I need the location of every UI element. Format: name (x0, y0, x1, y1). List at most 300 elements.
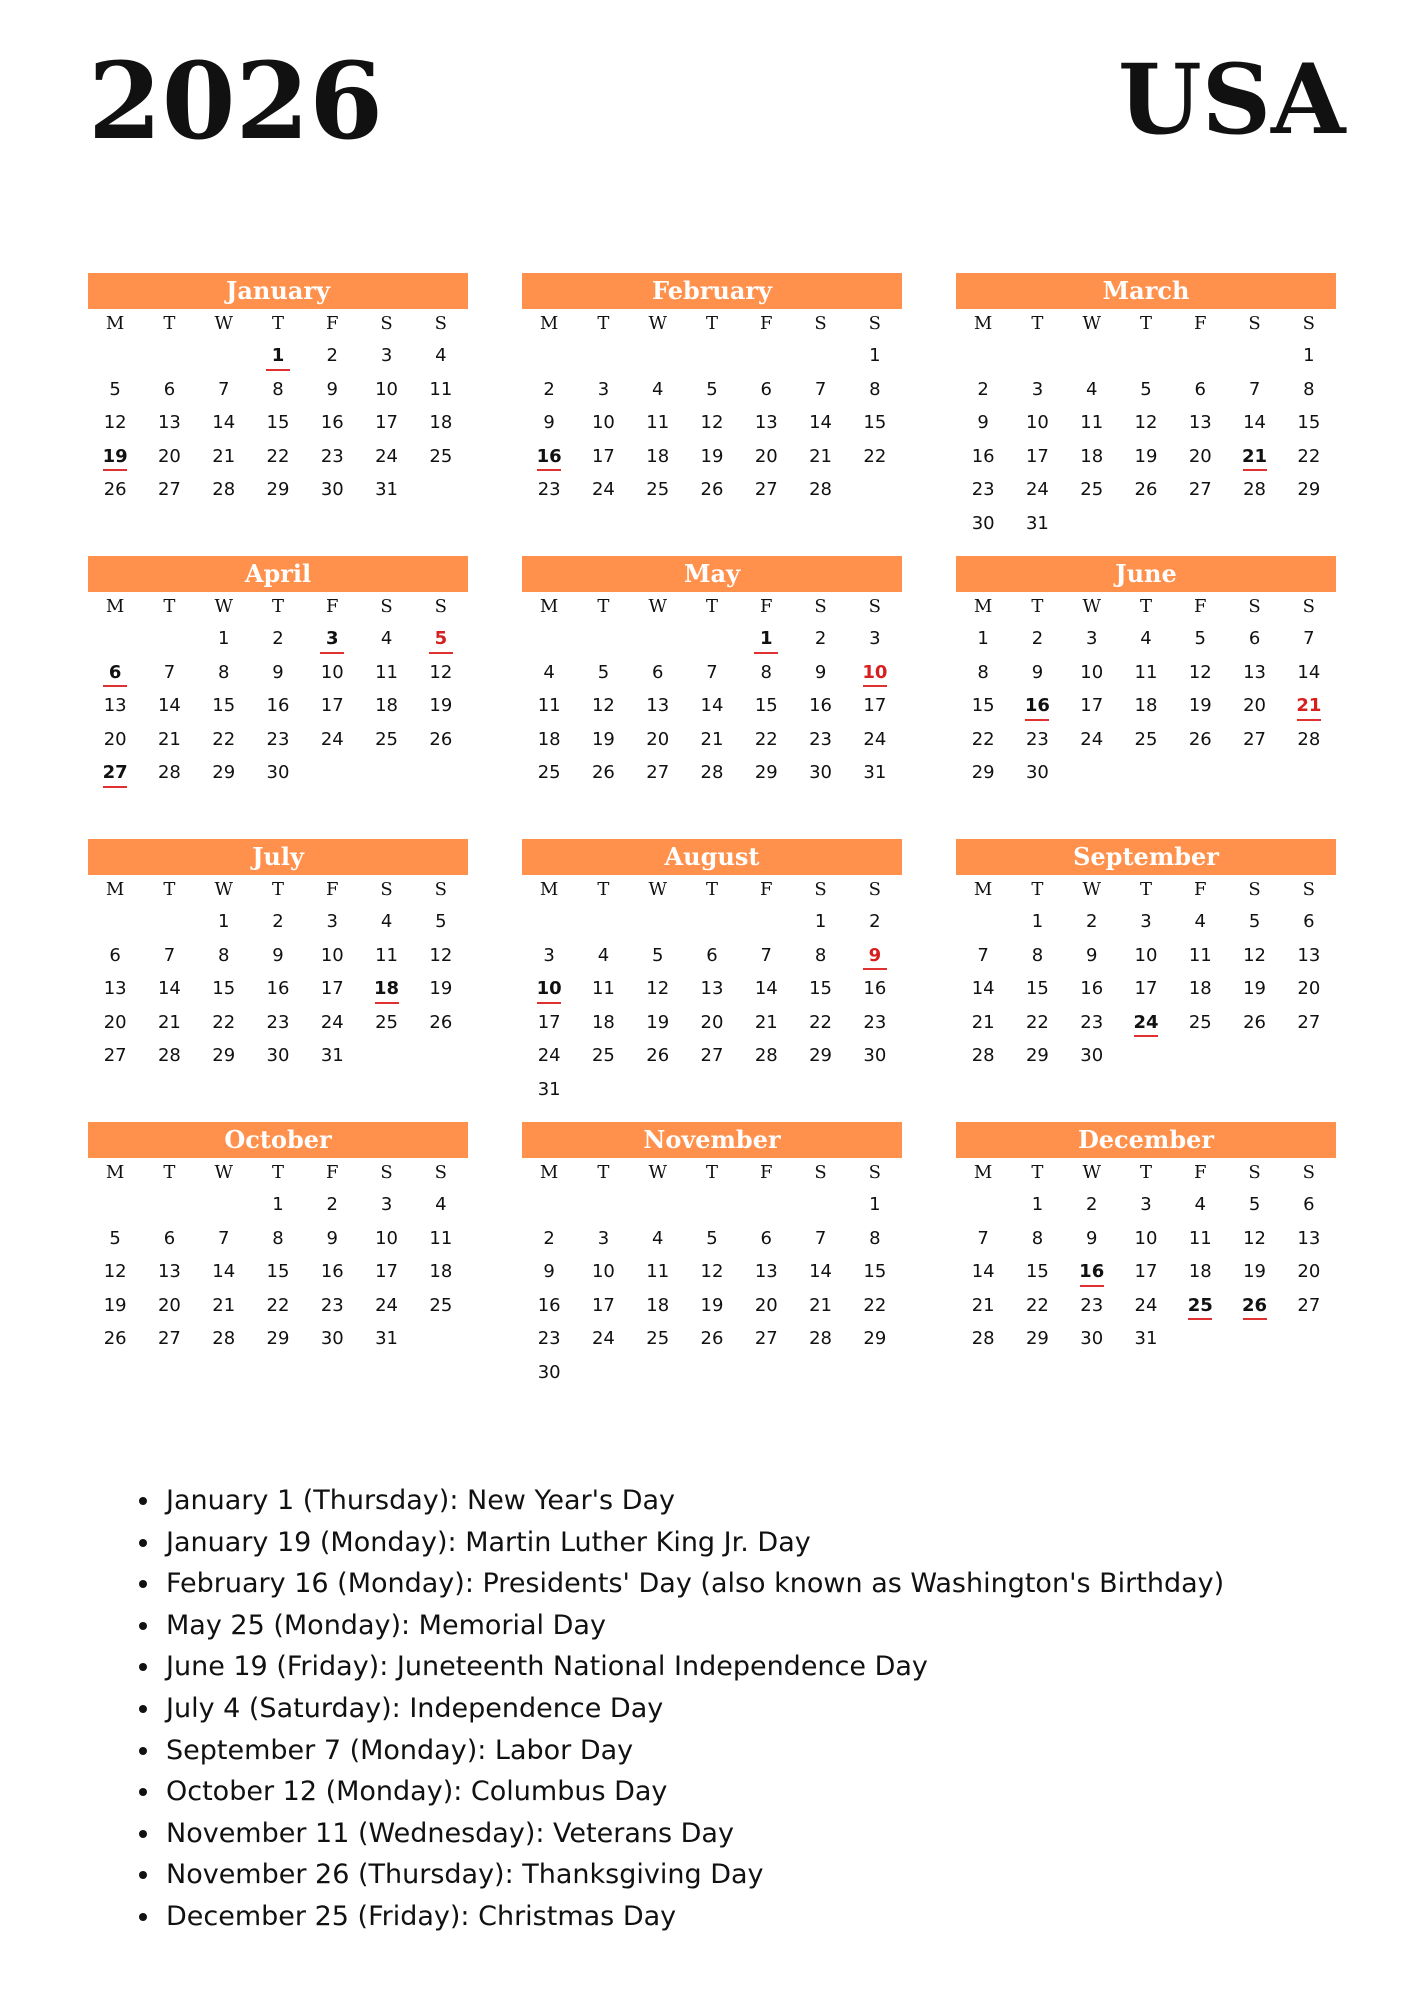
day-cell: 25 (1188, 1011, 1212, 1033)
day-cell: 13 (754, 1261, 778, 1282)
day-cell: 6 (163, 1227, 176, 1249)
day-cell: 9 (977, 412, 989, 433)
day-cell: 9 (326, 1227, 338, 1249)
day-cell: 4 (1194, 911, 1206, 932)
day-cell: 10 (375, 378, 399, 400)
day-cell: 5 (706, 1227, 718, 1249)
day-cell: 21 (809, 445, 833, 467)
day-cell: 7 (217, 378, 230, 400)
week-row (956, 1255, 1336, 1289)
weekday-label: S (1248, 596, 1261, 617)
weekday-label: F (1194, 879, 1207, 900)
week-row (88, 905, 468, 939)
day-cell: 19 (700, 445, 724, 467)
day-cell: 8 (272, 378, 284, 400)
empty-day-cell (739, 339, 793, 373)
empty-day-cell (522, 339, 576, 373)
day-cell: 5 (651, 944, 664, 966)
day-cell: 23 (971, 479, 995, 500)
weekday-label: S (1248, 1162, 1261, 1183)
day-cell: 1 (814, 911, 827, 932)
day-cell: 1 (869, 1194, 881, 1215)
day-cell: 10 (848, 656, 902, 690)
day-cell: 10 (375, 1227, 399, 1249)
day-cell: 2 (814, 628, 827, 649)
day-cell: 25 (591, 1045, 615, 1066)
day-cell: 24 (375, 445, 399, 467)
week-row (956, 905, 1336, 939)
day-cell: 14 (212, 1261, 236, 1282)
weekday-label: T (705, 1162, 718, 1183)
weekday-label: M (539, 596, 559, 617)
weekday-label: T (1139, 1162, 1152, 1183)
week-row (522, 723, 902, 757)
day-cell: 18 (375, 695, 399, 716)
month-header: September (956, 839, 1336, 875)
day-cell: 3 (326, 911, 338, 932)
weekday-label: W (648, 596, 667, 617)
weekday-label: W (214, 1162, 233, 1183)
day-cell: 19 (591, 728, 615, 750)
day-cell: 29 (809, 1045, 833, 1066)
day-cell: 12 (1243, 944, 1267, 966)
months-grid (88, 273, 1336, 1405)
day-cell: 29 (971, 762, 995, 783)
day-cell: 7 (1303, 628, 1315, 649)
day-cell: 10 (1080, 661, 1104, 683)
day-cell: 14 (809, 412, 833, 433)
day-cell: 11 (1188, 944, 1212, 966)
weekday-label: T (271, 879, 284, 900)
empty-day-cell (685, 339, 739, 373)
day-cell: 7 (706, 661, 718, 683)
day-cell: 25 (1080, 479, 1104, 500)
day-cell: 27 (754, 1328, 778, 1349)
day-cell: 23 (1025, 728, 1049, 750)
weekday-label: W (1082, 1162, 1101, 1183)
week-row (88, 1006, 468, 1040)
day-cell: 2 (326, 345, 338, 366)
week-row (956, 1289, 1336, 1323)
day-cell: 11 (537, 695, 561, 716)
day-cell: 6 (88, 656, 142, 690)
day-cell: 18 (1080, 445, 1104, 467)
day-cell: 29 (212, 1045, 236, 1066)
day-cell: 29 (1297, 479, 1321, 500)
month-header: January (88, 273, 468, 309)
day-cell: 27 (157, 479, 181, 500)
week-row (522, 1006, 902, 1040)
day-cell: 10 (1025, 412, 1049, 433)
day-cell: 29 (1025, 1045, 1049, 1066)
day-cell: 4 (1194, 1194, 1206, 1215)
day-cell: 17 (320, 695, 344, 716)
day-cell: 18 (359, 972, 413, 1006)
day-cell: 22 (1297, 445, 1321, 467)
weekday-label: T (271, 596, 284, 617)
weekday-label: S (814, 596, 827, 617)
weekday-label: T (163, 596, 176, 617)
day-cell: 15 (212, 978, 236, 999)
weekday-label: S (380, 313, 393, 334)
empty-day-cell (305, 756, 359, 790)
empty-day-cell (631, 1188, 685, 1222)
day-cell: 23 (320, 1294, 344, 1316)
month-october (88, 1122, 468, 1405)
weekday-label: T (271, 313, 284, 334)
day-cell: 25 (537, 762, 561, 783)
empty-day-cell (685, 1188, 739, 1222)
day-cell: 13 (157, 1261, 181, 1282)
day-cell: 13 (1243, 661, 1267, 683)
day-cell: 27 (1188, 479, 1212, 500)
empty-day-cell (631, 339, 685, 373)
day-cell: 5 (1194, 628, 1206, 649)
day-cell: 21 (971, 1294, 995, 1316)
week-row (522, 339, 902, 373)
month-november (522, 1122, 902, 1405)
empty-day-cell (359, 756, 413, 790)
day-cell: 3 (597, 1227, 610, 1249)
empty-day-cell (685, 905, 739, 939)
day-cell: 16 (971, 445, 995, 467)
empty-day-cell (1227, 1322, 1281, 1356)
day-cell: 25 (375, 1011, 399, 1033)
empty-day-cell (576, 339, 630, 373)
day-cell: 22 (1025, 1294, 1049, 1316)
day-cell: 12 (429, 944, 453, 966)
day-cell: 17 (591, 1294, 615, 1316)
day-cell: 5 (435, 911, 447, 932)
week-row (522, 689, 902, 723)
day-cell: 24 (1134, 1294, 1158, 1316)
day-cell: 19 (1188, 695, 1212, 716)
weekday-label: M (973, 1162, 993, 1183)
week-row (522, 1322, 902, 1356)
day-cell: 3 (1031, 378, 1044, 400)
day-cell: 20 (157, 445, 181, 467)
holiday-list-item: • December 25 (Friday): Christmas Day (162, 1896, 1224, 1938)
day-cell: 18 (429, 1261, 453, 1282)
weekday-label: S (1302, 879, 1316, 900)
weekday-label: T (163, 1162, 176, 1183)
day-cell: 6 (163, 378, 176, 400)
day-cell: 14 (971, 978, 995, 999)
day-cell: 8 (869, 378, 881, 400)
day-cell: 26 (1134, 479, 1158, 500)
weekday-label: T (705, 596, 718, 617)
day-cell: 7 (814, 1227, 827, 1249)
day-cell: 24 (320, 1011, 344, 1033)
empty-day-cell (1065, 339, 1119, 373)
day-cell: 10 (591, 412, 615, 433)
weekday-label: M (105, 879, 125, 900)
empty-day-cell (956, 1188, 1010, 1222)
day-cell: 16 (1065, 1255, 1119, 1289)
day-cell: 13 (103, 695, 127, 716)
day-cell: 9 (814, 661, 827, 683)
week-row (956, 972, 1336, 1006)
day-cell: 16 (266, 695, 290, 716)
empty-day-cell (197, 339, 251, 373)
empty-day-cell (576, 1356, 630, 1390)
weekday-row (956, 592, 1336, 622)
day-cell: 24 (863, 728, 887, 750)
day-cell: 22 (754, 728, 778, 750)
week-row (522, 905, 902, 939)
weekday-label: M (539, 879, 559, 900)
day-cell: 14 (157, 978, 181, 999)
day-cell: 11 (591, 978, 615, 999)
day-cell: 9 (1085, 1227, 1098, 1249)
weekday-label: S (1248, 879, 1261, 900)
weekday-label: F (760, 313, 773, 334)
day-cell: 25 (1173, 1289, 1227, 1323)
day-cell: 17 (537, 1011, 561, 1033)
empty-day-cell (1282, 756, 1336, 790)
day-cell: 5 (1248, 1194, 1261, 1215)
weekday-label: S (868, 313, 882, 334)
empty-day-cell (142, 1188, 196, 1222)
day-cell: 26 (1243, 1011, 1267, 1033)
week-row (88, 1255, 468, 1289)
day-cell: 8 (272, 1227, 284, 1249)
day-cell: 13 (700, 978, 724, 999)
weekday-label: F (1194, 596, 1207, 617)
day-cell: 1 (217, 911, 230, 932)
day-cell: 29 (266, 1328, 290, 1349)
empty-day-cell (1119, 507, 1173, 541)
day-cell: 8 (1031, 944, 1044, 966)
day-cell: 15 (266, 412, 290, 433)
week-row (522, 1188, 902, 1222)
day-cell: 15 (1025, 978, 1049, 999)
day-cell: 22 (212, 728, 236, 750)
day-cell: 31 (320, 1045, 344, 1066)
month-header: July (88, 839, 468, 875)
day-cell: 31 (863, 762, 887, 783)
day-cell: 22 (212, 1011, 236, 1033)
day-cell: 10 (522, 972, 576, 1006)
day-cell: 15 (266, 1261, 290, 1282)
weekday-label: F (326, 596, 339, 617)
day-cell: 15 (971, 695, 995, 716)
day-cell: 1 (1031, 1194, 1044, 1215)
weekday-label: T (271, 1162, 284, 1183)
day-cell: 24 (591, 479, 615, 500)
empty-day-cell (142, 622, 196, 656)
day-cell: 20 (1297, 978, 1321, 999)
day-cell: 1 (1303, 345, 1315, 366)
weekday-label: F (326, 879, 339, 900)
week-row (956, 473, 1336, 507)
day-cell: 30 (266, 1045, 290, 1066)
empty-day-cell (576, 622, 630, 656)
week-row (522, 406, 902, 440)
weekday-label: W (648, 1162, 667, 1183)
country-title: USA (1118, 43, 1346, 156)
day-cell: 17 (1134, 1261, 1158, 1282)
empty-day-cell (1227, 756, 1281, 790)
empty-day-cell (685, 1356, 739, 1390)
day-cell: 20 (754, 1294, 778, 1316)
week-row (956, 507, 1336, 541)
weekday-label: M (105, 596, 125, 617)
weekday-label: W (1082, 313, 1101, 334)
weekday-row (956, 875, 1336, 905)
day-cell: 9 (1031, 661, 1044, 683)
day-cell: 22 (809, 1011, 833, 1033)
week-row (88, 1188, 468, 1222)
day-cell: 27 (1243, 728, 1267, 750)
day-cell: 3 (305, 622, 359, 656)
day-cell: 19 (1243, 978, 1267, 999)
day-cell: 31 (375, 479, 399, 500)
day-cell: 3 (380, 1194, 393, 1215)
empty-day-cell (1227, 507, 1281, 541)
weekday-label: S (868, 1162, 882, 1183)
day-cell: 28 (1297, 728, 1321, 750)
day-cell: 25 (429, 1294, 453, 1316)
weekday-label: F (760, 1162, 773, 1183)
day-cell: 24 (320, 728, 344, 750)
day-cell: 6 (706, 944, 718, 966)
month-february (522, 273, 902, 556)
day-cell: 23 (537, 479, 561, 500)
day-cell: 30 (320, 1328, 344, 1349)
weekday-label: W (214, 879, 233, 900)
day-cell: 8 (1303, 378, 1315, 400)
weekday-label: T (597, 879, 610, 900)
week-row (522, 1222, 902, 1256)
week-row (522, 756, 902, 790)
day-cell: 18 (429, 412, 453, 433)
day-cell: 28 (212, 1328, 236, 1349)
weekday-label: W (648, 879, 667, 900)
weekday-row (88, 875, 468, 905)
day-cell: 31 (1025, 512, 1049, 534)
empty-day-cell (88, 1188, 142, 1222)
month-header: May (522, 556, 902, 592)
day-cell: 27 (103, 1045, 127, 1066)
day-cell: 5 (1248, 911, 1261, 932)
week-row (522, 656, 902, 690)
weekday-row (522, 1158, 902, 1188)
day-cell: 3 (869, 628, 881, 649)
day-cell: 16 (1080, 978, 1104, 999)
day-cell: 9 (272, 661, 284, 683)
day-cell: 12 (1134, 412, 1158, 433)
day-cell: 30 (971, 512, 995, 534)
holiday-list-item: • February 16 (Monday): Presidents' Day (also known as Washington's Birthday) (162, 1563, 1224, 1605)
weekday-label: T (1031, 596, 1044, 617)
week-row (522, 622, 902, 656)
day-cell: 20 (1188, 445, 1212, 467)
day-cell: 12 (103, 1261, 127, 1282)
day-cell: 27 (646, 762, 670, 783)
empty-day-cell (739, 1073, 793, 1107)
day-cell: 15 (809, 978, 833, 999)
week-row (956, 1006, 1336, 1040)
empty-day-cell (631, 905, 685, 939)
day-cell: 28 (971, 1045, 995, 1066)
week-row (88, 406, 468, 440)
weekday-label: S (1302, 1162, 1316, 1183)
week-row (88, 972, 468, 1006)
day-cell: 25 (1134, 728, 1158, 750)
month-header: October (88, 1122, 468, 1158)
weekday-label: F (326, 313, 339, 334)
week-row (956, 756, 1336, 790)
empty-day-cell (1119, 339, 1173, 373)
day-cell: 11 (1080, 412, 1104, 433)
weekday-label: S (434, 596, 448, 617)
day-cell: 13 (1297, 944, 1321, 966)
month-july (88, 839, 468, 1122)
weekday-label: T (1031, 313, 1044, 334)
day-cell: 5 (1140, 378, 1152, 400)
day-cell: 19 (646, 1011, 670, 1033)
empty-day-cell (414, 1039, 468, 1073)
day-cell: 21 (212, 1294, 236, 1316)
day-cell: 28 (809, 479, 833, 500)
day-cell: 21 (157, 1011, 181, 1033)
day-cell: 10 (1134, 1227, 1158, 1249)
day-cell: 12 (103, 412, 127, 433)
day-cell: 14 (971, 1261, 995, 1282)
day-cell: 21 (754, 1011, 778, 1033)
day-cell: 8 (814, 944, 827, 966)
day-cell: 16 (863, 978, 887, 999)
empty-day-cell (1173, 507, 1227, 541)
week-row (88, 1322, 468, 1356)
empty-day-cell (359, 1039, 413, 1073)
day-cell: 4 (435, 1194, 447, 1215)
day-cell: 4 (380, 911, 393, 932)
day-cell: 4 (651, 378, 664, 400)
empty-day-cell (88, 905, 142, 939)
day-cell: 5 (109, 378, 121, 400)
day-cell: 27 (88, 756, 142, 790)
day-cell: 11 (646, 1261, 670, 1282)
day-cell: 26 (103, 1328, 127, 1349)
week-row (522, 1255, 902, 1289)
day-cell: 14 (1297, 661, 1321, 683)
day-cell: 2 (977, 378, 989, 400)
holiday-list-item: • November 26 (Thursday): Thanksgiving Day (162, 1854, 1224, 1896)
week-row (956, 622, 1336, 656)
day-cell: 8 (977, 661, 989, 683)
week-row (88, 440, 468, 474)
weekday-label: T (1031, 879, 1044, 900)
day-cell: 22 (266, 445, 290, 467)
day-cell: 23 (863, 1011, 887, 1033)
week-row (522, 1039, 902, 1073)
day-cell: 19 (88, 440, 142, 474)
day-cell: 28 (212, 479, 236, 500)
day-cell: 26 (1227, 1289, 1281, 1323)
day-cell: 23 (809, 728, 833, 750)
day-cell: 17 (1025, 445, 1049, 467)
week-row (88, 1039, 468, 1073)
weekday-label: S (380, 596, 393, 617)
day-cell: 14 (700, 695, 724, 716)
day-cell: 8 (760, 661, 772, 683)
empty-day-cell (631, 622, 685, 656)
empty-day-cell (142, 905, 196, 939)
weekday-label: S (434, 879, 448, 900)
day-cell: 12 (700, 1261, 724, 1282)
